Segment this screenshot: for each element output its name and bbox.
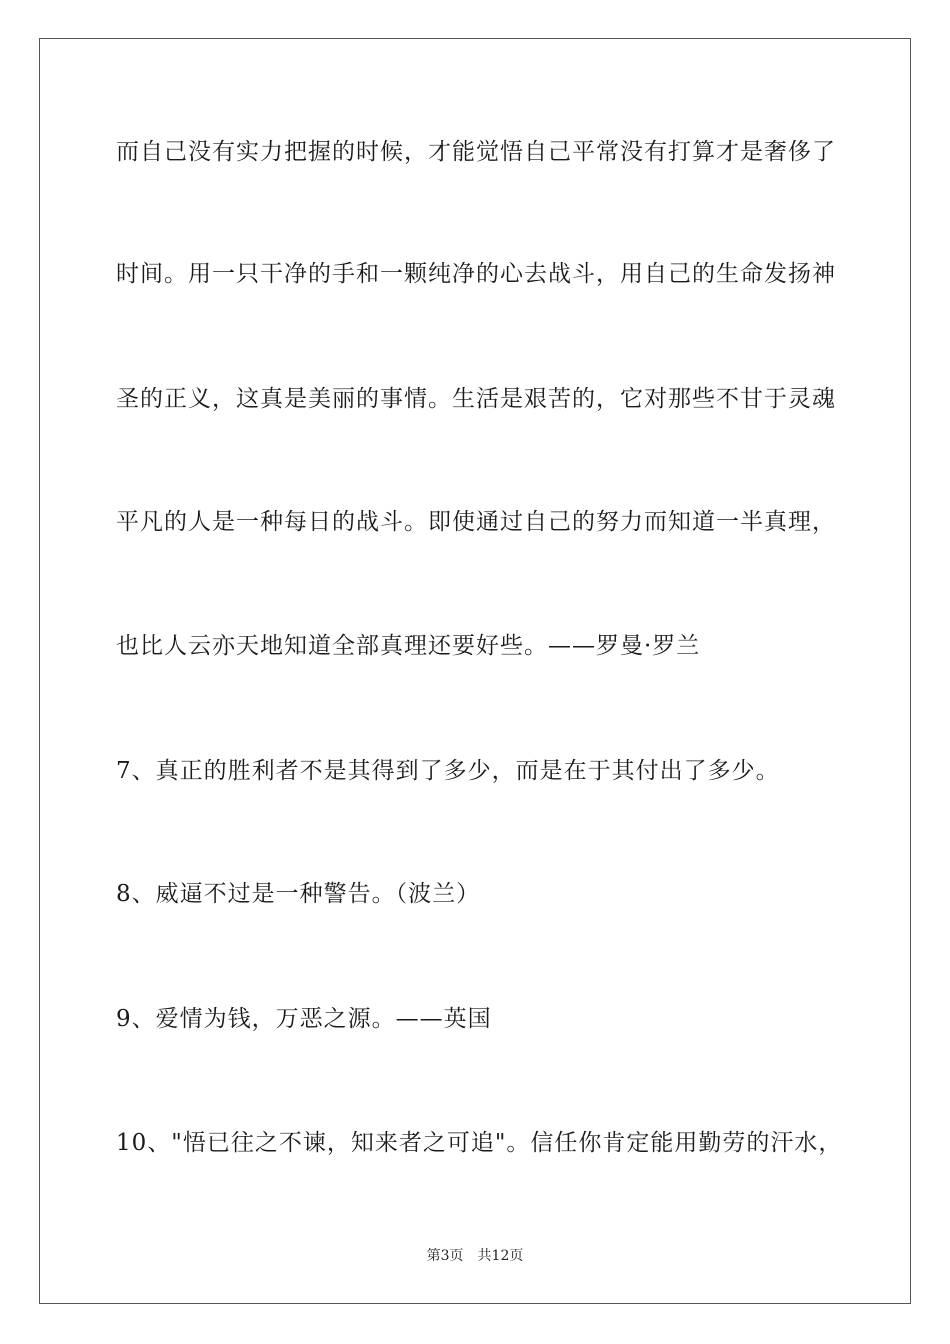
list-item-9: 9、爱情为钱，万恶之源。——英国 [116,1006,492,1032]
page-footer [0,1247,950,1265]
page-total: 共12页 [477,1248,524,1264]
list-item-7: 7、真正的胜利者不是其得到了多少，而是在于其付出了多少。 [116,758,780,784]
list-item-8: 8、威逼不过是一种警告。（波兰） [116,881,481,907]
paragraph-line-4: 平凡的人是一种每日的战斗。即使通过自己的努力而知道一半真理， [116,509,836,535]
paragraph-line-3: 圣的正义，这真是美丽的事情。生活是艰苦的，它对那些不甘于灵魂 [116,386,836,412]
paragraph-line-5: 也比人云亦天地知道全部真理还要好些。——罗曼·罗兰 [116,633,701,659]
paragraph-line-2: 时间。用一只干净的手和一颗纯净的心去战斗，用自己的生命发扬神 [116,261,836,287]
paragraph-line-1: 而自己没有实力把握的时候，才能觉悟自己平常没有打算才是奢侈了 [116,139,836,165]
page-number: 第3页 [426,1248,464,1264]
page-border [39,38,911,1304]
list-item-10: 10、"悟已往之不谏，知来者之可追"。信任你肯定能用勤劳的汗水， [116,1130,843,1156]
